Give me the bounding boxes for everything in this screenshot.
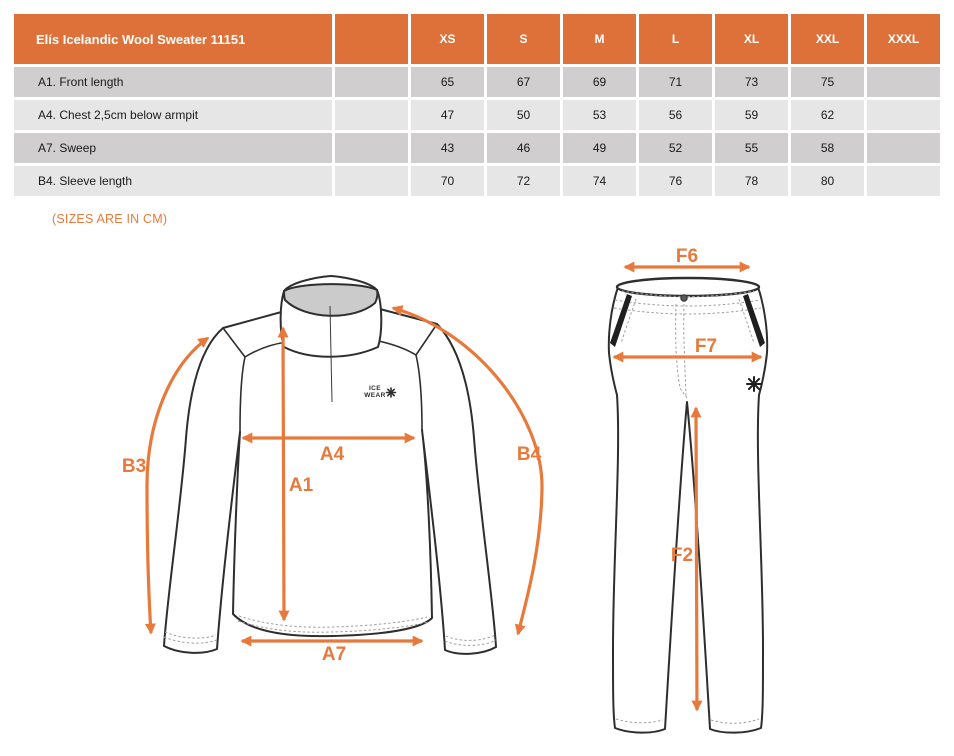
size-header-s: S	[487, 14, 560, 64]
size-header-m: M	[563, 14, 636, 64]
measure-label-b3: B3	[121, 456, 147, 477]
row-label: A7. Sweep	[14, 133, 332, 163]
size-header-xs: XS	[411, 14, 484, 64]
cell-value: 65	[411, 67, 484, 97]
cell-value: 46	[487, 133, 560, 163]
sweater-outline	[164, 308, 496, 654]
cell-value: 76	[639, 166, 712, 196]
cell-value: 69	[563, 67, 636, 97]
waist-button	[681, 295, 687, 301]
cell-value: 55	[715, 133, 788, 163]
brand-logo-line1: ICE	[368, 385, 382, 392]
row-label: A1. Front length	[14, 67, 332, 97]
cell-value: 80	[791, 166, 864, 196]
hip-snowflake-icon	[747, 377, 761, 391]
measure-arrow-a7	[242, 641, 422, 665]
pants-outline	[609, 282, 767, 733]
cell-value: 47	[411, 100, 484, 130]
cell-value: 43	[411, 133, 484, 163]
cell-value: 62	[791, 100, 864, 130]
size-header-l: L	[639, 14, 712, 64]
measure-label-a7: A7	[321, 644, 347, 665]
size-header-xxxl: XXXL	[867, 14, 940, 64]
measure-arrow-f6	[625, 246, 749, 267]
sweater-front-technical-drawing	[122, 276, 542, 665]
cell-value: 78	[715, 166, 788, 196]
cell-value: 71	[639, 67, 712, 97]
size-header-xxl: XXL	[791, 14, 864, 64]
cell-value: 52	[639, 133, 712, 163]
measure-label-f2: F2	[670, 545, 694, 566]
cell-value: 73	[715, 67, 788, 97]
pants-front-technical-drawing	[609, 246, 767, 733]
measure-label-a4: A4	[319, 444, 345, 465]
cell-value: 58	[791, 133, 864, 163]
cell-value: 67	[487, 67, 560, 97]
brand-logo-line2: WEAR	[364, 392, 386, 399]
cell-value: 72	[487, 166, 560, 196]
cell-value: 50	[487, 100, 560, 130]
units-note: (SIZES ARE IN CM)	[52, 212, 168, 226]
brand-snowflake-icon	[387, 388, 396, 397]
cell-value: 74	[563, 166, 636, 196]
cell-value: 56	[639, 100, 712, 130]
cell-value: 49	[563, 133, 636, 163]
measure-label-b4: B4	[516, 444, 542, 465]
measure-label-f7: F7	[694, 336, 718, 357]
cell-value: 53	[563, 100, 636, 130]
row-label: B4. Sleeve length	[14, 166, 332, 196]
cell-value: 59	[715, 100, 788, 130]
measure-label-f6: F6	[675, 246, 699, 267]
table-title: Elís Icelandic Wool Sweater 11151	[14, 14, 332, 64]
cell-value: 75	[791, 67, 864, 97]
size-header-xl: XL	[715, 14, 788, 64]
measure-label-a1: A1	[288, 475, 314, 496]
cell-value: 70	[411, 166, 484, 196]
row-label: A4. Chest 2,5cm below armpit	[14, 100, 332, 130]
